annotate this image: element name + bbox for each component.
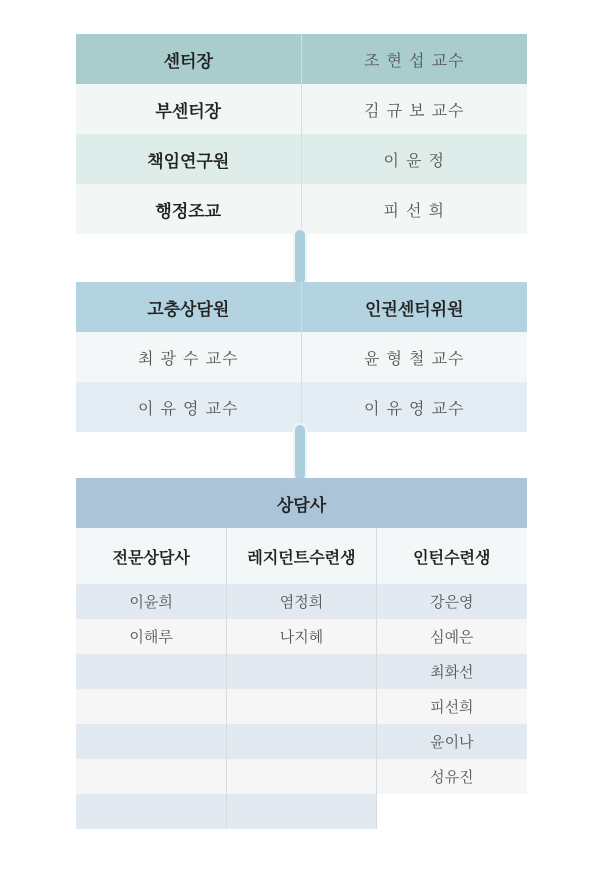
member-name: 김 규 보 교수 [363, 100, 465, 120]
column-header: 고충상담원 [76, 282, 302, 332]
section-title: 상담사 [76, 478, 527, 528]
member-name: 이 윤 정 [383, 150, 446, 170]
member-name: 최 광 수 교수 [76, 332, 302, 382]
member-name: 조 현 섭 교수 [363, 50, 465, 70]
column-resident [226, 528, 376, 829]
empty-cell [227, 794, 375, 829]
management-table [76, 34, 527, 234]
empty-cell [76, 724, 226, 759]
column-intern [377, 528, 527, 829]
empty-cell [76, 689, 226, 724]
list-item: 최화선 [377, 654, 527, 689]
role-label: 행정조교 [76, 184, 302, 234]
list-item: 염정희 [227, 584, 375, 619]
counselor-columns [76, 528, 527, 829]
table-row [76, 134, 527, 184]
connector-line [295, 230, 305, 284]
counselor-table [76, 478, 527, 829]
role-label: 책임연구원 [76, 134, 302, 184]
table-row [76, 84, 527, 134]
empty-cell [76, 794, 226, 829]
column-header: 전문상담사 [76, 528, 226, 584]
table-row [76, 184, 527, 234]
role-label: 부센터장 [76, 84, 302, 134]
table-row [76, 34, 527, 84]
list-item: 심예은 [377, 619, 527, 654]
role-label: 센터장 [76, 34, 302, 84]
empty-cell [227, 654, 375, 689]
column-header: 인권센터위원 [364, 299, 464, 320]
list-item: 윤이나 [377, 724, 527, 759]
list-item: 나지혜 [227, 619, 375, 654]
column-header: 레지던트수련생 [227, 528, 375, 584]
list-item: 성유진 [377, 759, 527, 794]
column-professional [76, 528, 226, 829]
list-item: 강은영 [377, 584, 527, 619]
table-row [76, 332, 527, 382]
member-name: 이 유 영 교수 [76, 382, 302, 432]
list-item: 피선희 [377, 689, 527, 724]
empty-cell [76, 654, 226, 689]
member-name: 이 유 영 교수 [363, 398, 465, 418]
counselor-committee-table [76, 282, 527, 432]
list-item: 이윤희 [76, 584, 226, 619]
empty-cell [227, 689, 375, 724]
table-header-row [76, 282, 527, 332]
member-name: 윤 형 철 교수 [363, 348, 465, 368]
empty-cell [227, 724, 375, 759]
member-name: 피 선 희 [383, 200, 446, 220]
list-item: 이해루 [76, 619, 226, 654]
empty-cell [227, 759, 375, 794]
connector-line [295, 425, 305, 480]
empty-cell [76, 759, 226, 794]
column-header: 인턴수련생 [377, 528, 527, 584]
